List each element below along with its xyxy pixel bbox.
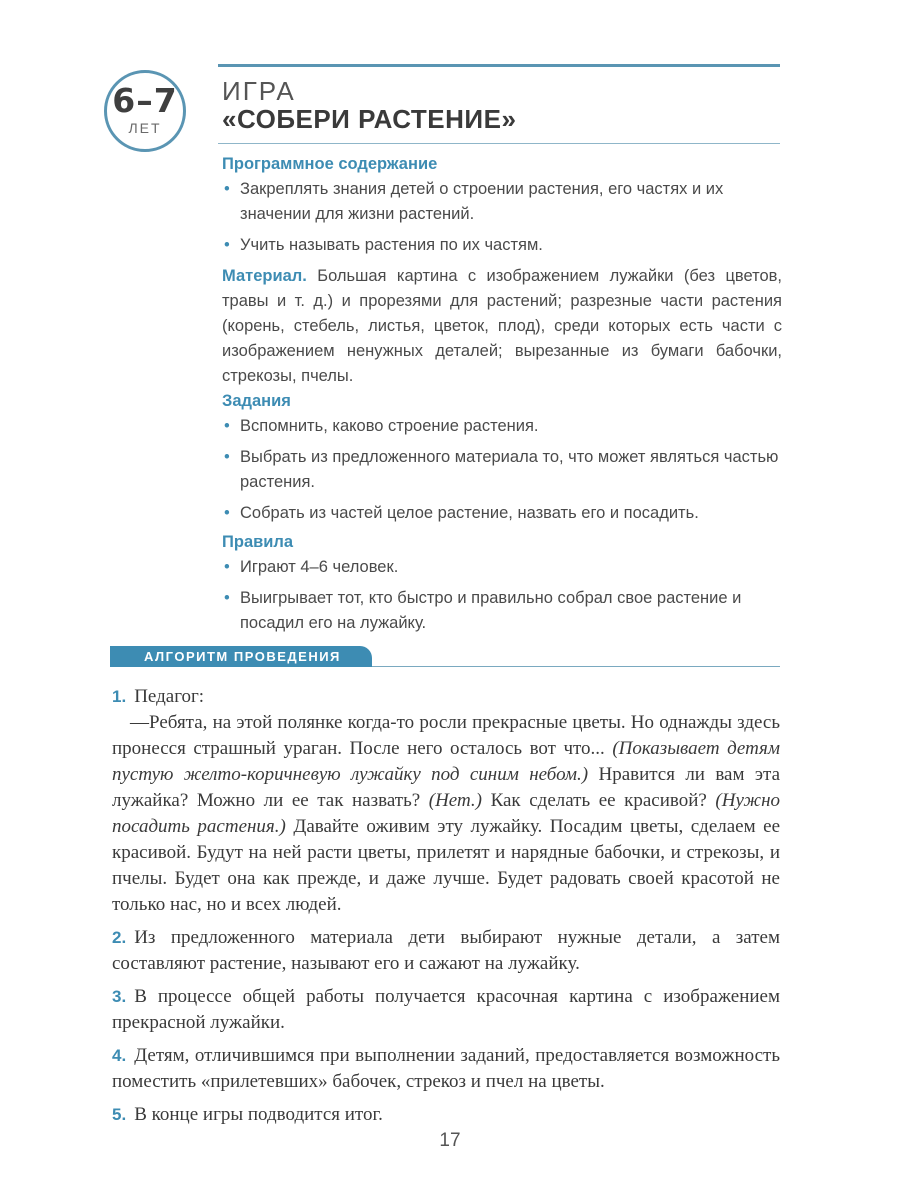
age-unit: ЛЕТ xyxy=(128,120,162,136)
program-item: • Учить называть растения по их частям. xyxy=(222,233,782,258)
task-item: • Выбрать из предложенного материала то, что может являться частью растения. xyxy=(222,445,782,495)
bullet-icon: • xyxy=(224,236,230,254)
step-speech: —Ребята, на этой полянке когда-то росли прекрасные цветы. Но однажды здесь пронесся страшный ураган. После него осталось вот что... (Показывает детям пустую желто-коричневую лужайку под синим небом.) Нравится ли вам эта лужайка? Можно ли ее так назвать? (Нет.) Как сделать ее красивой? (Нужно посадить растения.) Давайте оживим эту лужайку. Посадим цветы, сделаем ее красивой. Будут на ней расти цветы, прилетят и нарядные бабочки, и стрекозы, и пчелы. Будет она как прежде, и даже лучше. Будет радовать своей красотой не только нас, но и всех людей. xyxy=(112,712,781,915)
bullet-icon: • xyxy=(224,448,230,466)
step-text: Детям, отличившимся при выполнении заданий, предоставляется возможность поместить «прилетевших» бабочек, стрекоз и пчел на цветы. xyxy=(112,1045,780,1092)
program-heading: Программное содержание xyxy=(222,155,438,173)
bullet-icon: • xyxy=(224,417,230,435)
tasks-heading: Задания xyxy=(222,392,291,410)
algorithm-step xyxy=(112,984,780,1036)
step-intro: Педагог: xyxy=(134,686,205,707)
description-block xyxy=(222,152,782,636)
algorithm-step xyxy=(112,925,780,977)
material-label: Материал. xyxy=(222,267,307,285)
rule-item: • Играют 4–6 человек. xyxy=(222,555,782,580)
step-text: Из предложенного материала дети выбирают нужные детали, а затем составляют растение, называют его и сажают на лужайку. xyxy=(112,927,780,974)
algorithm-heading: АЛГОРИТМ ПРОВЕДЕНИЯ xyxy=(110,646,372,667)
step-number: 4. xyxy=(112,1046,127,1065)
step-number: 1. xyxy=(112,687,127,706)
step-number: 5. xyxy=(112,1105,127,1124)
age-range: 6–7 xyxy=(112,81,178,120)
step-number: 2. xyxy=(112,928,127,947)
step-text: В конце игры подводится итог. xyxy=(134,1104,383,1125)
title-rule xyxy=(218,143,780,144)
bullet-icon: • xyxy=(224,558,230,576)
bullet-icon: • xyxy=(224,180,230,198)
rule-item: • Выигрывает тот, кто быстро и правильно собрал свое растение и посадил его на лужайку. xyxy=(222,586,782,636)
algorithm-steps xyxy=(112,684,780,1128)
step-number: 3. xyxy=(112,987,127,1006)
step-text: В процессе общей работы получается красочная картина с изображением прекрасной лужайки. xyxy=(112,986,780,1033)
material-paragraph xyxy=(222,264,782,389)
page-number: 17 xyxy=(439,1130,461,1151)
task-item: • Собрать из частей целое растение, назвать его и посадить. xyxy=(222,501,782,526)
algorithm-step xyxy=(112,1102,780,1128)
algorithm-step xyxy=(112,684,780,918)
game-title: «СОБЕРИ РАСТЕНИЕ» xyxy=(222,104,517,134)
task-item: • Вспомнить, каково строение растения. xyxy=(222,414,782,439)
header-top-rule xyxy=(218,64,780,67)
age-badge xyxy=(104,70,186,152)
rules-heading: Правила xyxy=(222,533,294,551)
bullet-icon: • xyxy=(224,504,230,522)
bullet-icon: • xyxy=(224,589,230,607)
algorithm-step xyxy=(112,1043,780,1095)
material-text: Большая картина с изображением лужайки (без цветов, травы и т. д.) и прорезями для растений; разрезные части растения (корень, стебель, листья, цветок, плод), среди которых есть части с изображением ненужных деталей; вырезанные из бумаги бабочки, стрекозы, пчелы. xyxy=(222,267,782,385)
program-item: • Закреплять знания детей о строении растения, его частях и их значении для жизни растений. xyxy=(222,177,782,227)
game-label: ИГРА xyxy=(222,76,296,106)
